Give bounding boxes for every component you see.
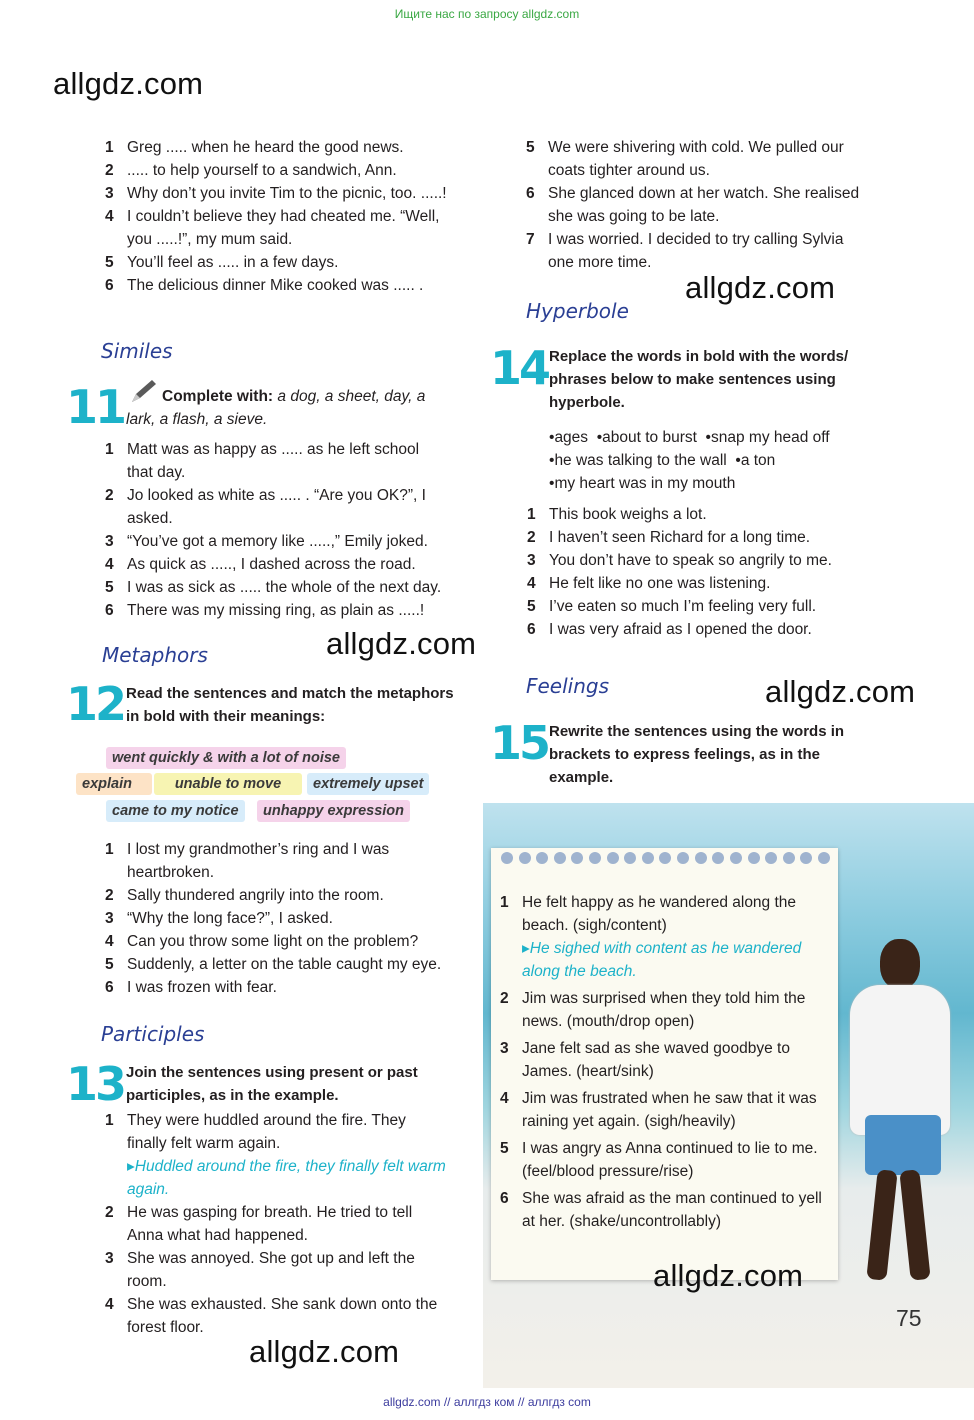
list-item: 2 He was gasping for breath. He tried to tell Anna what had happened. bbox=[105, 1204, 413, 1244]
watermark: allgdz.com bbox=[685, 270, 836, 305]
list-item: 4 He felt like no one was listening. bbox=[527, 575, 771, 592]
notebook-holes bbox=[501, 852, 830, 866]
exercise-instruction: Complete with: a dog, a sheet, day, a lark, a flash, a sieve. bbox=[126, 388, 426, 428]
meaning-tag: unhappy expression bbox=[257, 800, 410, 822]
person-figure bbox=[850, 985, 950, 1135]
section-title-participles: Participles bbox=[101, 1022, 205, 1046]
watermark: allgdz.com bbox=[326, 626, 477, 661]
meaning-tag: came to my notice bbox=[106, 800, 245, 822]
person-figure bbox=[880, 939, 920, 989]
list-item: 1 He felt happy as he wandered along the beach. (sigh/content) ▸ He sighed with content as he wandered along the beach. bbox=[500, 891, 830, 983]
list-item: 2 Sally thundered angrily into the room. bbox=[105, 887, 384, 904]
metaphors-list bbox=[105, 838, 450, 999]
list-item: 1 I lost my grandmother’s ring and I was heartbroken. bbox=[105, 841, 390, 881]
feelings-list bbox=[500, 891, 830, 1233]
list-item: 4 Can you throw some light on the problem? bbox=[105, 933, 419, 950]
meaning-tag: explain bbox=[76, 773, 152, 795]
list-item: 4 As quick as ....., I dashed across the road. bbox=[105, 556, 416, 573]
list-item: 2 Jo looked as white as ..... . “Are you OK?”, I asked. bbox=[105, 487, 426, 527]
list-item: 2 Jim was surprised when they told him the news. (mouth/drop open) bbox=[500, 990, 806, 1030]
exercise-instruction: Replace the words in bold with the words/ phrases below to make sentences using hyperbole. bbox=[549, 348, 849, 411]
list-item: 3 She was annoyed. She got up and left the room. bbox=[105, 1250, 415, 1290]
exercise-number: 13 bbox=[66, 1057, 125, 1111]
list-item: 2 ..... to help yourself to a sandwich, Ann. bbox=[105, 162, 397, 179]
exercise-instruction: Join the sentences using present or past participles, as in the example. bbox=[126, 1064, 418, 1104]
example-answer: ▸ Huddled around the fire, they finally felt warm again. bbox=[127, 1158, 446, 1198]
similes-list bbox=[105, 438, 448, 622]
meaning-tag: went quickly & with a lot of noise bbox=[106, 747, 346, 769]
section-title-similes: Similes bbox=[101, 339, 173, 363]
list-item: 6 I was frozen with fear. bbox=[105, 979, 277, 996]
list-item: 4 Jim was frustrated when he saw that it was raining yet again. (sigh/heavily) bbox=[500, 1090, 817, 1130]
watermark: allgdz.com bbox=[653, 1258, 804, 1293]
footer-links[interactable]: allgdz.com // аллгдз ком // аллгдз com bbox=[383, 1395, 591, 1409]
word-bank: • ages • about to burst • snap my head off • he was talking to the wall • a ton • my heart was in my mouth bbox=[549, 426, 869, 495]
exercise-number: 14 bbox=[490, 341, 549, 395]
list-item: 1 They were huddled around the fire. They finally felt warm again. ▸ Huddled around the fire, they finally felt warm again. bbox=[105, 1109, 447, 1201]
list-item: 2 I haven’t seen Richard for a long time. bbox=[527, 529, 811, 546]
left-top-list bbox=[105, 136, 450, 297]
list-item: 3 You don’t have to speak so angrily to me. bbox=[527, 552, 832, 569]
list-item: 6 The delicious dinner Mike cooked was ..... . bbox=[105, 277, 424, 294]
list-item: 3 Jane felt sad as she waved goodbye to James. (heart/sink) bbox=[500, 1040, 790, 1080]
meaning-tag: unable to move bbox=[154, 773, 302, 795]
watermark: allgdz.com bbox=[249, 1334, 400, 1369]
top-note[interactable]: Ищите нас по запросу allgdz.com bbox=[394, 7, 580, 21]
example-answer: ▸ He sighed with content as he wandered along the beach. bbox=[522, 940, 801, 980]
site-logo[interactable]: allgdz.com bbox=[53, 66, 204, 101]
list-item: 5 I’ve eaten so much I’m feeling very full. bbox=[527, 598, 817, 615]
hyperbole-list bbox=[527, 503, 867, 641]
list-item: 5 Suddenly, a letter on the table caught my eye. bbox=[105, 956, 442, 973]
section-title-metaphors: Metaphors bbox=[102, 643, 208, 667]
list-item: 5 We were shivering with cold. We pulled our coats tighter around us. bbox=[526, 139, 844, 179]
list-item: 3 “You’ve got a memory like .....,” Emily joked. bbox=[105, 533, 428, 550]
list-item: 7 I was worried. I decided to try calling Sylvia one more time. bbox=[526, 231, 844, 271]
person-figure bbox=[865, 1115, 941, 1175]
list-item: 4 I couldn’t believe they had cheated me. “Well, you .....!”, my mum said. bbox=[105, 208, 440, 248]
list-item: 1 This book weighs a lot. bbox=[527, 506, 707, 523]
exercise-number: 11 bbox=[66, 380, 125, 434]
list-item: 3 Why don’t you invite Tim to the picnic, too. .....! bbox=[105, 185, 447, 202]
list-item: 1 Greg ..... when he heard the good news. bbox=[105, 139, 404, 156]
list-item: 6 I was very afraid as I opened the door. bbox=[527, 621, 812, 638]
exercise-number: 15 bbox=[490, 716, 549, 770]
list-item: 6 There was my missing ring, as plain as .....! bbox=[105, 602, 425, 619]
exercise-instruction: Read the sentences and match the metaphors in bold with their meanings: bbox=[126, 685, 454, 725]
exercise-number: 12 bbox=[66, 677, 125, 731]
section-title-feelings: Feelings bbox=[526, 674, 610, 698]
list-item: 5 You’ll feel as ..... in a few days. bbox=[105, 254, 339, 271]
list-item: 1 Matt was as happy as ..... as he left school that day. bbox=[105, 441, 420, 481]
meaning-tag: extremely upset bbox=[307, 773, 429, 795]
list-item: 6 She was afraid as the man continued to yell at her. (shake/uncontrollably) bbox=[500, 1190, 822, 1230]
section-title-hyperbole: Hyperbole bbox=[526, 299, 629, 323]
list-item: 5 I was angry as Anna continued to lie to me. (feel/blood pressure/rise) bbox=[500, 1140, 818, 1180]
list-item: 3 “Why the long face?”, I asked. bbox=[105, 910, 333, 927]
watermark: allgdz.com bbox=[765, 674, 916, 709]
page-number: 75 bbox=[896, 1305, 922, 1331]
participles-list bbox=[105, 1109, 447, 1339]
list-item: 4 She was exhausted. She sank down onto the forest floor. bbox=[105, 1296, 438, 1336]
exercise-instruction: Rewrite the sentences using the words in brackets to express feelings, as in the example. bbox=[549, 723, 845, 786]
list-item: 5 I was as sick as ..... the whole of the next day. bbox=[105, 579, 442, 596]
right-top-list bbox=[526, 136, 868, 274]
list-item: 6 She glanced down at her watch. She realised she was going to be late. bbox=[526, 185, 860, 225]
